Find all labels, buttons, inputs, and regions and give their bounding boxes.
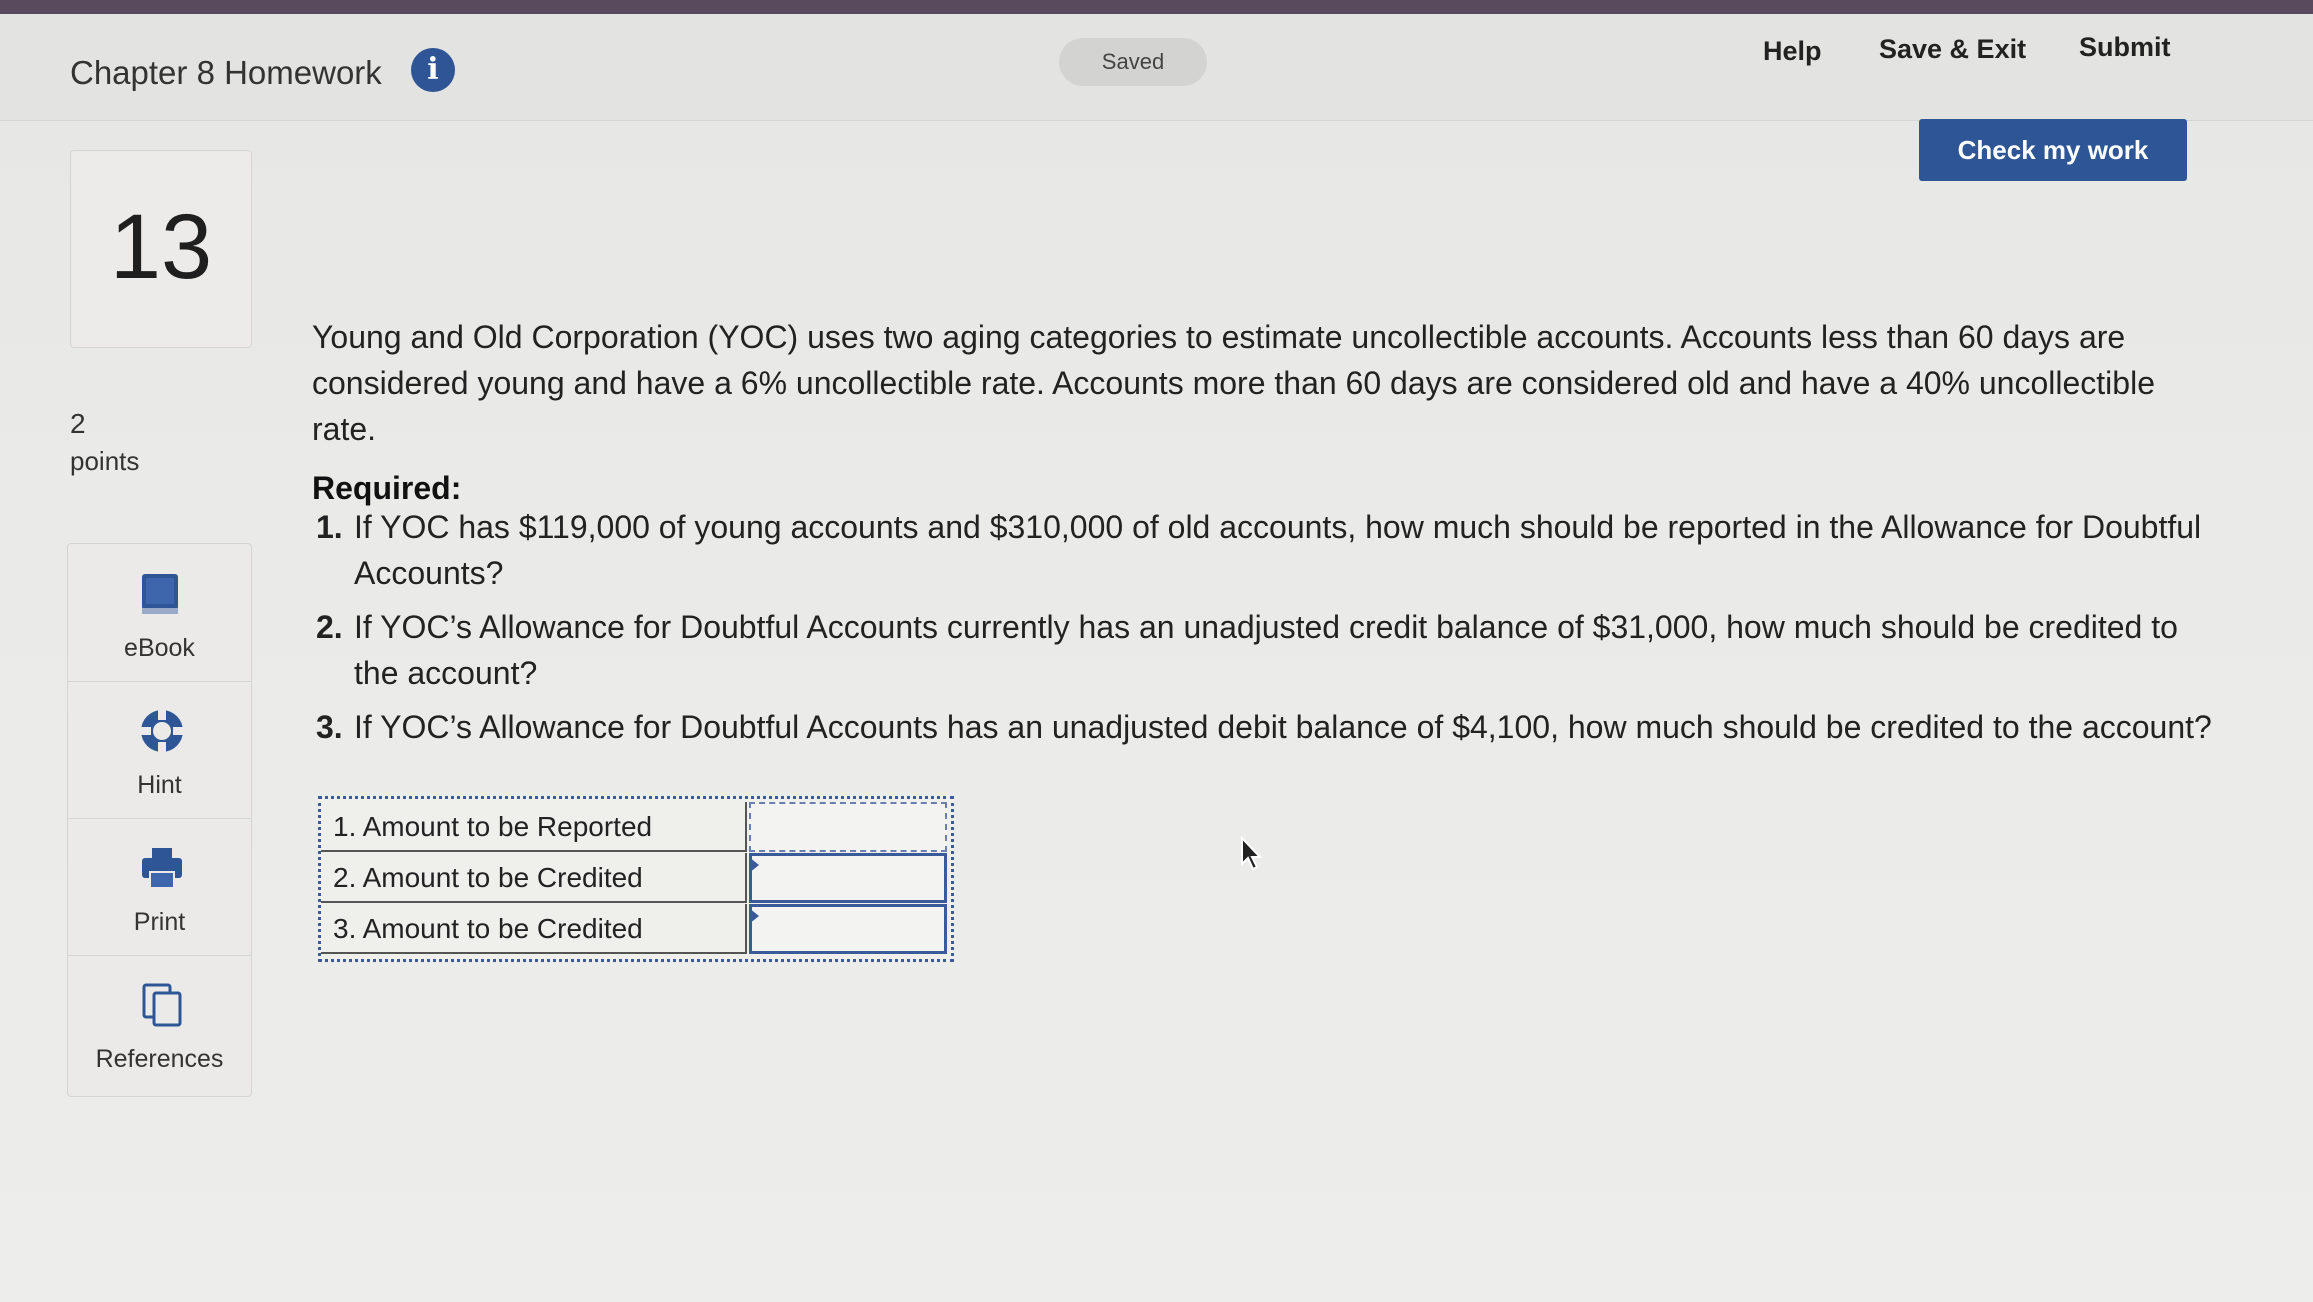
help-link[interactable]: Help	[1763, 36, 1822, 66]
list-item-text: If YOC’s Allowance for Doubtful Accounts currently has an unadjusted credit balance of $31,000, how much should be credited to the account?	[354, 609, 2178, 691]
check-my-work-button[interactable]: Check my work	[1919, 119, 2187, 181]
copy-pages-icon	[138, 981, 186, 1029]
top-strip	[0, 0, 2313, 14]
list-item-text: If YOC has $119,000 of young accounts and $310,000 of old accounts, how much should be reported in the Allowance for Doubtful Accounts?	[354, 509, 2202, 591]
question-text: Young and Old Corporation (YOC) uses two aging categories to estimate uncollectible accounts. Accounts less than 60 days are considered young and have a 6% uncollectible rate. Accounts more than 60 days are considered old and have a 40% uncollectible rate.	[312, 319, 2155, 447]
printer-icon	[138, 844, 186, 892]
amount-credited-input-2[interactable]	[749, 853, 947, 903]
table-row	[321, 904, 951, 954]
references-button[interactable]	[68, 955, 251, 1092]
question-number-box	[70, 150, 252, 348]
print-button[interactable]	[68, 818, 251, 956]
list-item	[312, 704, 2212, 750]
submit-link[interactable]: Submit	[2079, 32, 2171, 62]
hint-button[interactable]	[68, 681, 251, 819]
list-item	[312, 504, 2212, 596]
assignment-title: Chapter 8 Homework	[70, 54, 382, 91]
hint-label: Hint	[137, 771, 182, 799]
cell-flag-icon	[749, 857, 759, 873]
mouse-cursor-icon	[1240, 836, 1264, 872]
list-item-number: 2.	[316, 609, 343, 645]
list-item-number: 3.	[316, 709, 343, 745]
row-label: 1. Amount to be Reported	[321, 802, 747, 852]
list-item-number: 1.	[316, 509, 343, 545]
ebook-button[interactable]	[68, 544, 251, 682]
book-icon	[138, 570, 182, 618]
list-item	[312, 604, 2212, 696]
answer-table	[318, 796, 954, 962]
header-bar	[0, 14, 2313, 121]
cell-flag-icon	[749, 908, 759, 924]
amount-reported-input[interactable]	[749, 802, 947, 852]
table-row	[321, 853, 951, 903]
required-heading: Required:	[312, 470, 462, 506]
lifebuoy-icon	[138, 707, 186, 755]
tools-panel	[67, 543, 252, 1097]
references-label: References	[95, 1045, 224, 1073]
table-row	[321, 802, 951, 852]
info-icon[interactable]: i	[411, 48, 455, 92]
row-label: 3. Amount to be Credited	[321, 904, 747, 954]
points-label: points	[70, 446, 140, 476]
ebook-label: eBook	[124, 634, 195, 662]
points-value: 2	[70, 408, 86, 439]
question-number: 13	[109, 196, 213, 298]
saved-status-badge: Saved	[1059, 38, 1207, 86]
list-item-text: If YOC’s Allowance for Doubtful Accounts has an unadjusted debit balance of $4,100, how much should be credited to the account?	[354, 709, 2212, 745]
required-list	[312, 504, 2212, 750]
amount-credited-input-3[interactable]	[749, 904, 947, 954]
save-exit-link[interactable]: Save & Exit	[1879, 34, 2027, 64]
print-label: Print	[133, 908, 186, 936]
row-label: 2. Amount to be Credited	[321, 853, 747, 903]
